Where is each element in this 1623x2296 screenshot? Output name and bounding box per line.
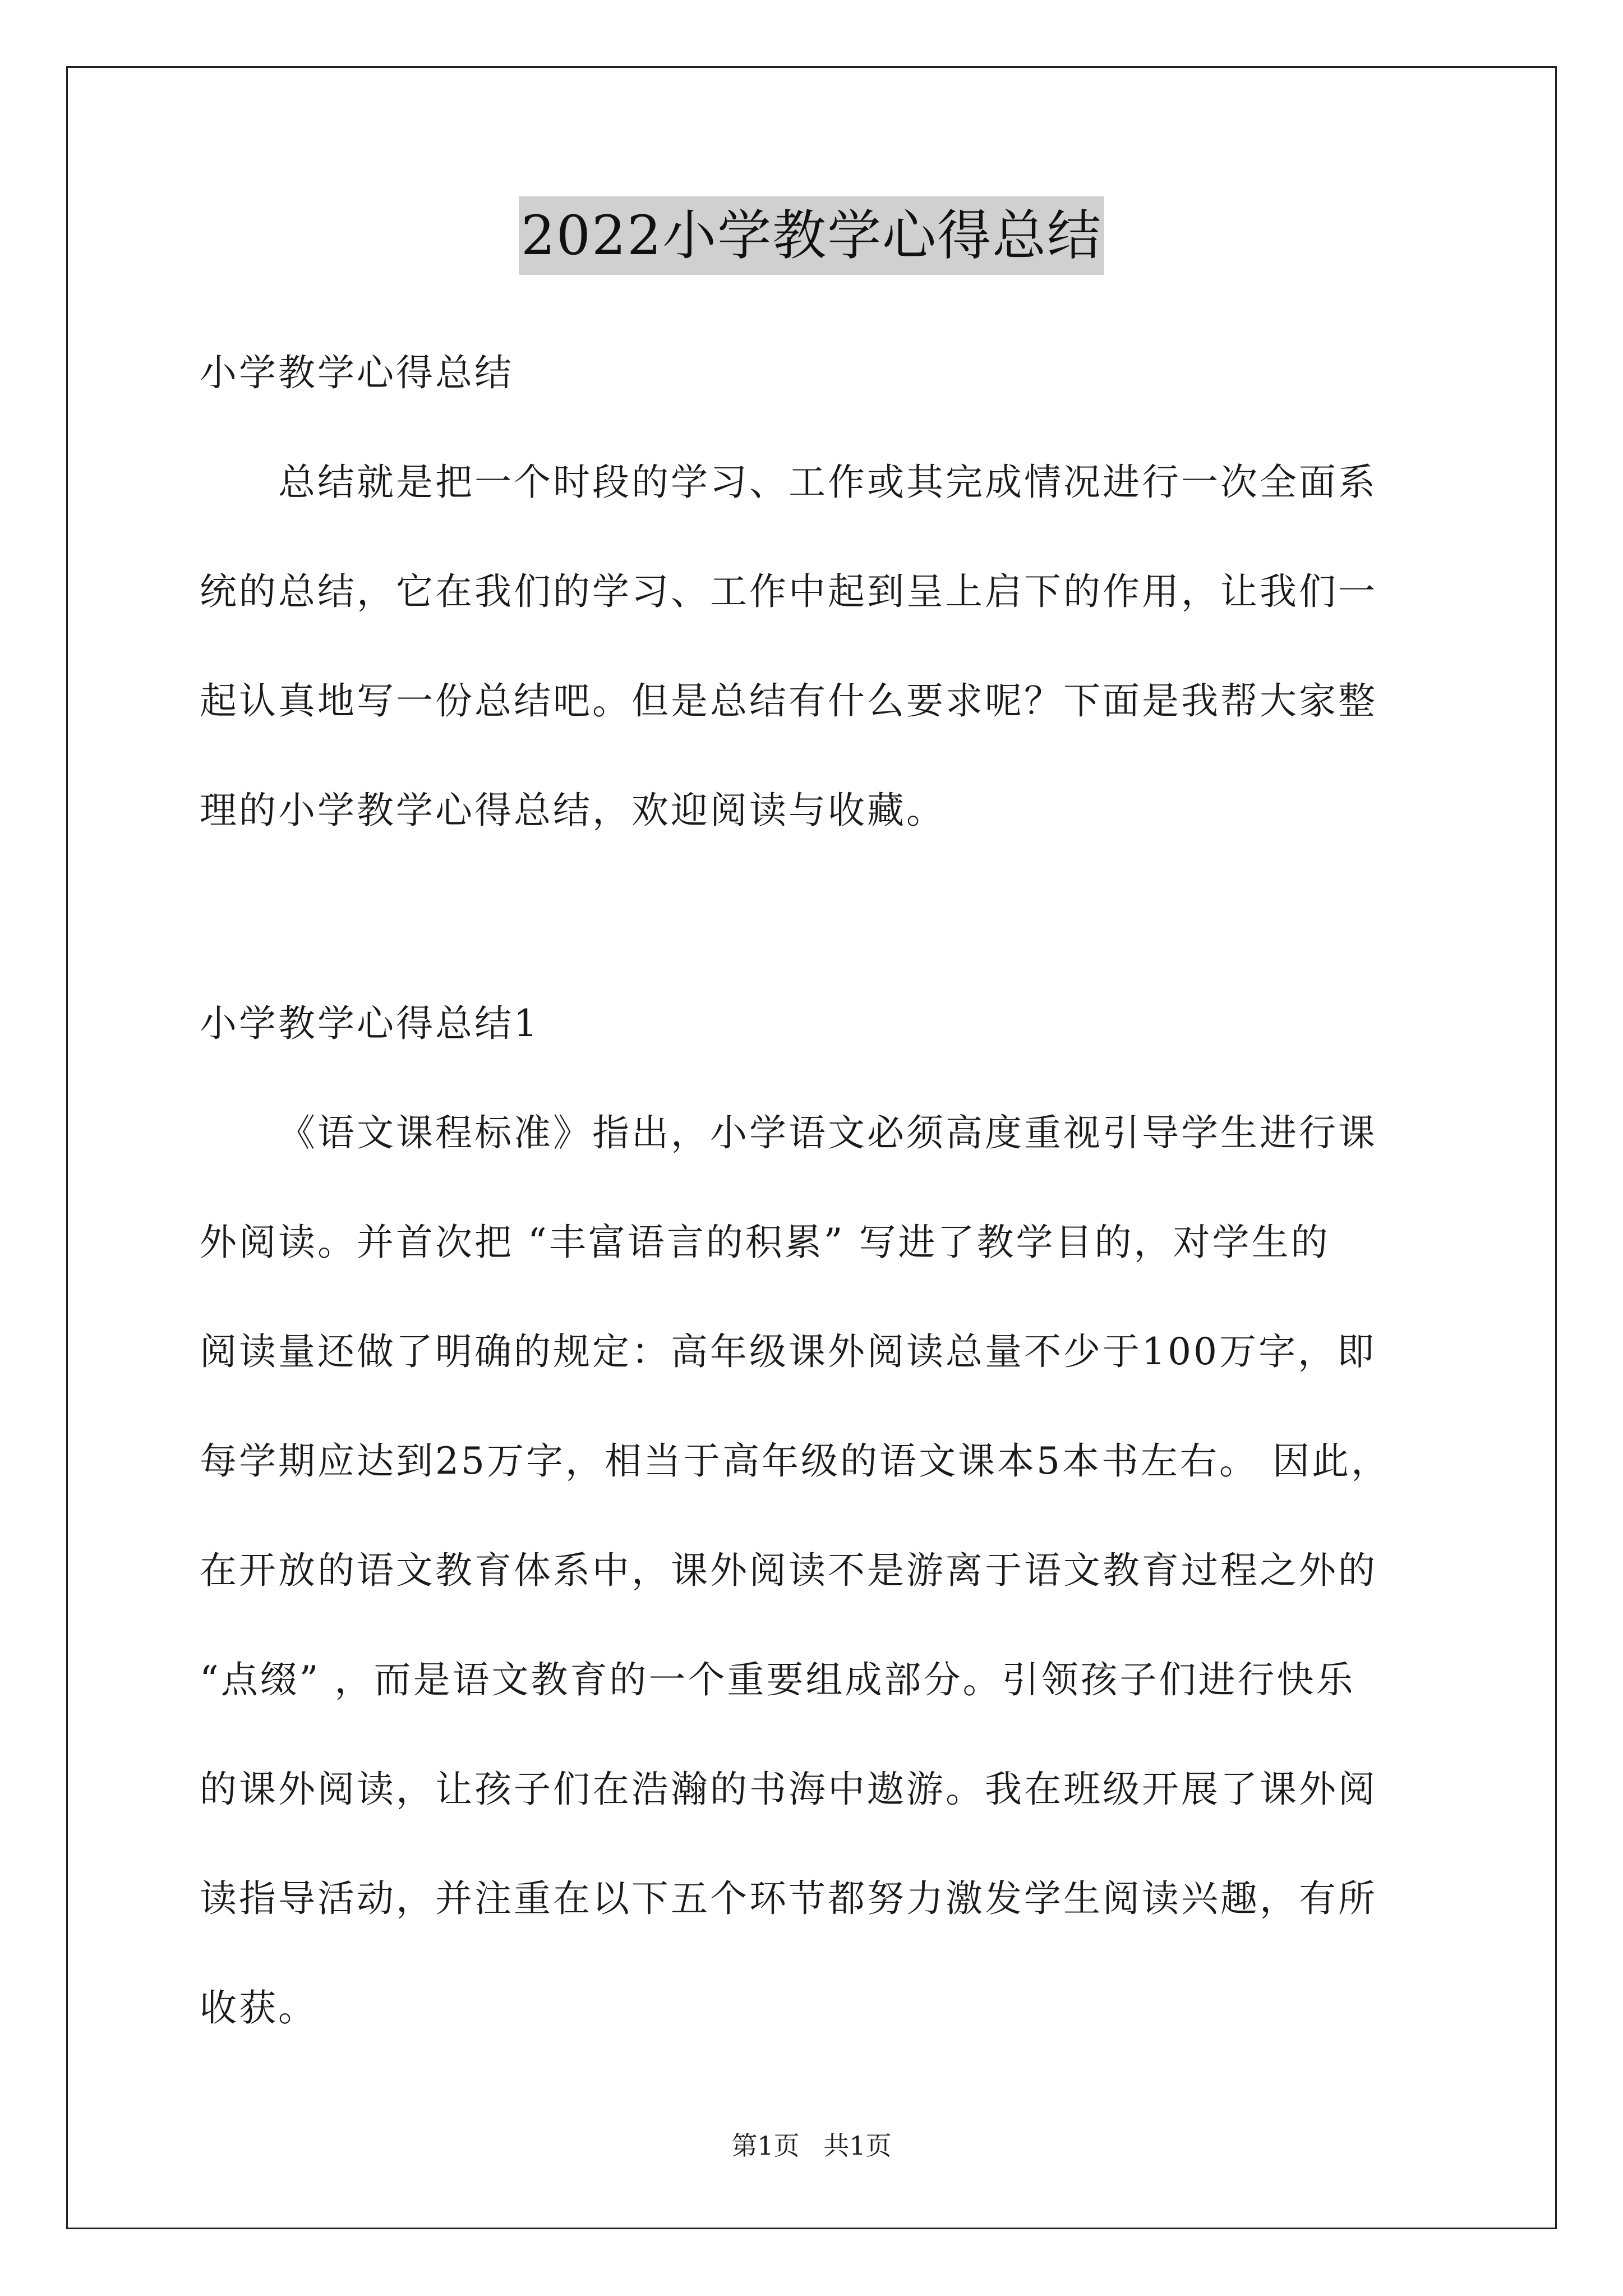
paragraph-line: 每学期应达到25万字，相当于高年级的语文课本5本书左右。 因此， — [200, 1439, 1390, 1483]
paragraph-line: 收获。 — [200, 1986, 317, 2030]
section-heading: 小学教学心得总结1 — [200, 1002, 540, 1045]
paragraph-line: 阅读量还做了明确的规定：高年级课外阅读总量不少于100万字，即 — [200, 1330, 1376, 1373]
paragraph-line: 理的小学教学心得总结，欢迎阅读与收藏。 — [200, 789, 946, 832]
intro-heading: 小学教学心得总结 — [200, 351, 514, 394]
paragraph-line: 《语文课程标准》指出，小学语文必须高度重视引导学生进行课 — [278, 1111, 1377, 1154]
title-container — [0, 196, 1623, 275]
page-number: 第1页 — [731, 2131, 800, 2161]
paragraph-line: “点缀” ，而是语文教育的一个重要组成部分。引领孩子们进行快乐 — [200, 1658, 1355, 1701]
document-title: 2022小学教学心得总结 — [519, 196, 1104, 275]
paragraph-line: 读指导活动，并注重在以下五个环节都努力激发学生阅读兴趣，有所 — [200, 1877, 1377, 1920]
page-footer — [0, 2129, 1623, 2162]
page-count: 共1页 — [823, 2131, 892, 2161]
paragraph-line: 统的总结，它在我们的学习、工作中起到呈上启下的作用，让我们一 — [200, 570, 1377, 613]
paragraph-line: 总结就是把一个时段的学习、工作或其完成情况进行一次全面系 — [278, 461, 1377, 504]
paragraph-line: 起认真地写一份总结吧。但是总结有什么要求呢？下面是我帮大家整 — [200, 679, 1377, 723]
paragraph-line: 的课外阅读，让孩子们在浩瀚的书海中遨游。我在班级开展了课外阅 — [200, 1768, 1377, 1811]
paragraph-line: 在开放的语文教育体系中，课外阅读不是游离于语文教育过程之外的 — [200, 1549, 1377, 1592]
paragraph-line: 外阅读。并首次把 “丰富语言的积累” 写进了教学目的，对学生的 — [200, 1221, 1330, 1264]
